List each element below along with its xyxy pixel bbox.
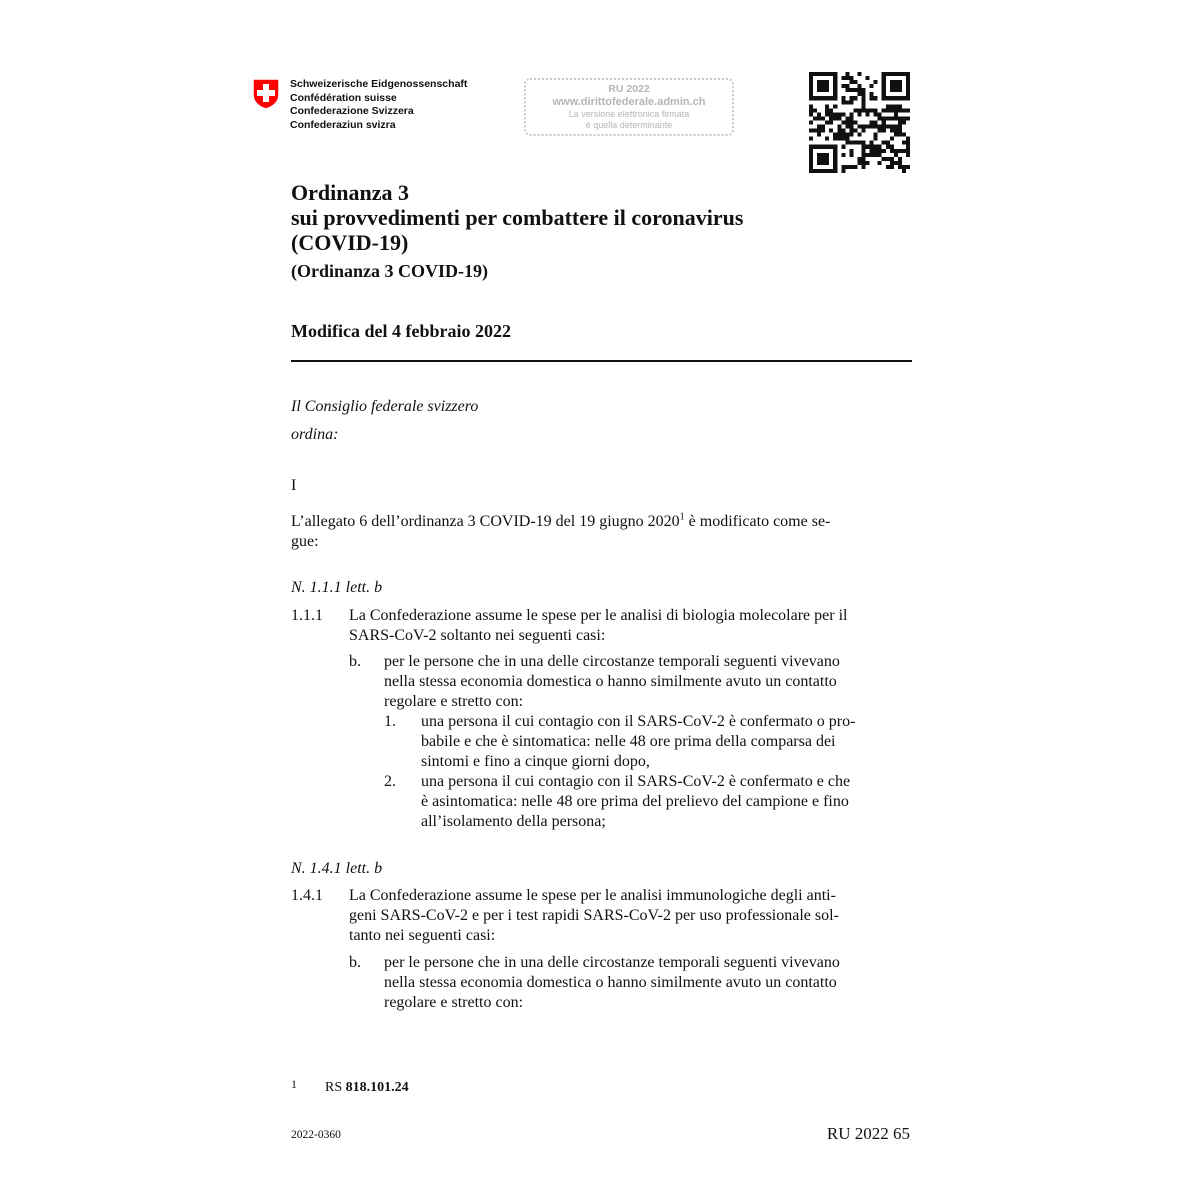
stamp-edition: RU 2022	[608, 83, 650, 95]
qr-code-icon	[809, 72, 910, 173]
amendment-date: Modifica del 4 febbraio 2022	[291, 321, 511, 341]
block1-sub1-line: una persona il cui contagio con il SARS-CoV-2 è confermato o pro-	[421, 713, 856, 730]
block1-line: SARS-CoV-2 soltanto nei seguenti casi:	[349, 627, 606, 644]
block1-item-line: nella stessa economia domestica o hanno similmente avuto un contatto	[384, 673, 837, 690]
block2-item-line: nella stessa economia domestica o hanno similmente avuto un contatto	[384, 974, 837, 991]
footnote-marker[interactable]: 1	[679, 511, 685, 523]
footnote-number: 1	[291, 1077, 297, 1091]
block2-item-letter: b.	[349, 954, 361, 971]
block1-sub2-line: all’isolamento della persona;	[421, 813, 606, 830]
stamp-note-line-1: La versione elettronica firmata	[568, 109, 690, 119]
block2-item-line: per le persone che in una delle circostanze temporali seguenti vivevano	[384, 954, 840, 971]
footnote-text	[325, 1080, 409, 1096]
confederation-name-fr: Confédération suisse	[290, 91, 397, 104]
block1-item-letter: b.	[349, 653, 361, 670]
block2-line: tanto nei seguenti casi:	[349, 927, 496, 944]
block1-sub1-line: babile e che è sintomatica: nelle 48 ore prima della comparsa dei	[421, 733, 836, 750]
block1-sub2-line: una persona il cui contagio con il SARS-CoV-2 è confermato e che	[421, 773, 851, 790]
block1-sub1	[421, 712, 912, 772]
section-intro	[291, 512, 912, 552]
confederation-names	[290, 78, 467, 132]
block1-line: La Confederazione assume le spese per le analisi di biologia molecolare per il	[349, 607, 848, 624]
block1-paragraph	[349, 606, 912, 646]
title-line-1: Ordinanza 3	[291, 180, 409, 205]
footnote-reference[interactable]: 818.101.24	[345, 1080, 409, 1095]
block2-number: 1.4.1	[291, 887, 323, 904]
block1-item	[384, 652, 912, 712]
confederation-name-de: Schweizerische Eidgenossenschaft	[290, 78, 468, 90]
block1-sub2	[421, 772, 912, 832]
block1-sub1-line: sintomi e fino a cinque giorni dopo,	[421, 753, 650, 770]
title-line-2: sui provvedimenti per combattere il coronavirus	[291, 205, 744, 230]
confederation-name-rm: Confederaziun svizra	[290, 118, 396, 131]
document-title	[291, 180, 743, 255]
block2-item-line: regolare e stretto con:	[384, 994, 524, 1011]
block1-sub2-number: 2.	[384, 773, 396, 790]
block2-paragraph	[349, 886, 912, 946]
preamble-issuer: Il Consiglio federale svizzero	[291, 398, 479, 415]
section-numeral: I	[291, 477, 297, 494]
block2-line: La Confederazione assume le spese per le analisi immunologiche degli anti-	[349, 887, 836, 904]
block1-sub2-line: è asintomatica: nelle 48 ore prima del prelievo del campione e fino	[421, 793, 849, 810]
title-line-3: (COVID-19)	[291, 230, 409, 255]
swiss-cross-shield-icon	[252, 78, 280, 110]
block1-number: 1.1.1	[291, 607, 323, 624]
block1-item-line: per le persone che in una delle circostanze temporali seguenti vivevano	[384, 653, 840, 670]
intro-text-end: è modificato come se-	[684, 513, 831, 530]
block1-sub1-number: 1.	[384, 713, 396, 730]
intro-text: L’allegato 6 dell’ordinanza 3 COVID-19 del 19 giugno 2020	[291, 513, 680, 530]
block1-heading: N. 1.1.1 lett. b	[291, 579, 383, 596]
footnote-prefix: RS	[325, 1080, 346, 1095]
block2-line: geni SARS-CoV-2 e per i test rapidi SARS-CoV-2 per uso professionale sol-	[349, 907, 839, 924]
official-publication-stamp	[524, 78, 734, 136]
block2-item	[384, 953, 912, 1013]
document-number: 2022-0360	[291, 1129, 341, 1141]
preamble-decree: ordina:	[291, 426, 339, 443]
block1-item-line: regolare e stretto con:	[384, 693, 524, 710]
stamp-website[interactable]: www.dirittofederale.admin.ch	[552, 96, 706, 108]
preamble	[291, 393, 478, 449]
block2-heading: N. 1.4.1 lett. b	[291, 860, 383, 877]
page-reference: RU 2022 65	[826, 1124, 910, 1143]
intro-text-continued: gue:	[291, 533, 319, 550]
short-title: (Ordinanza 3 COVID-19)	[291, 261, 488, 281]
confederation-name-it: Confederazione Svizzera	[290, 105, 414, 117]
stamp-note-line-2: è quella determinante	[585, 119, 673, 130]
title-divider	[291, 360, 912, 362]
